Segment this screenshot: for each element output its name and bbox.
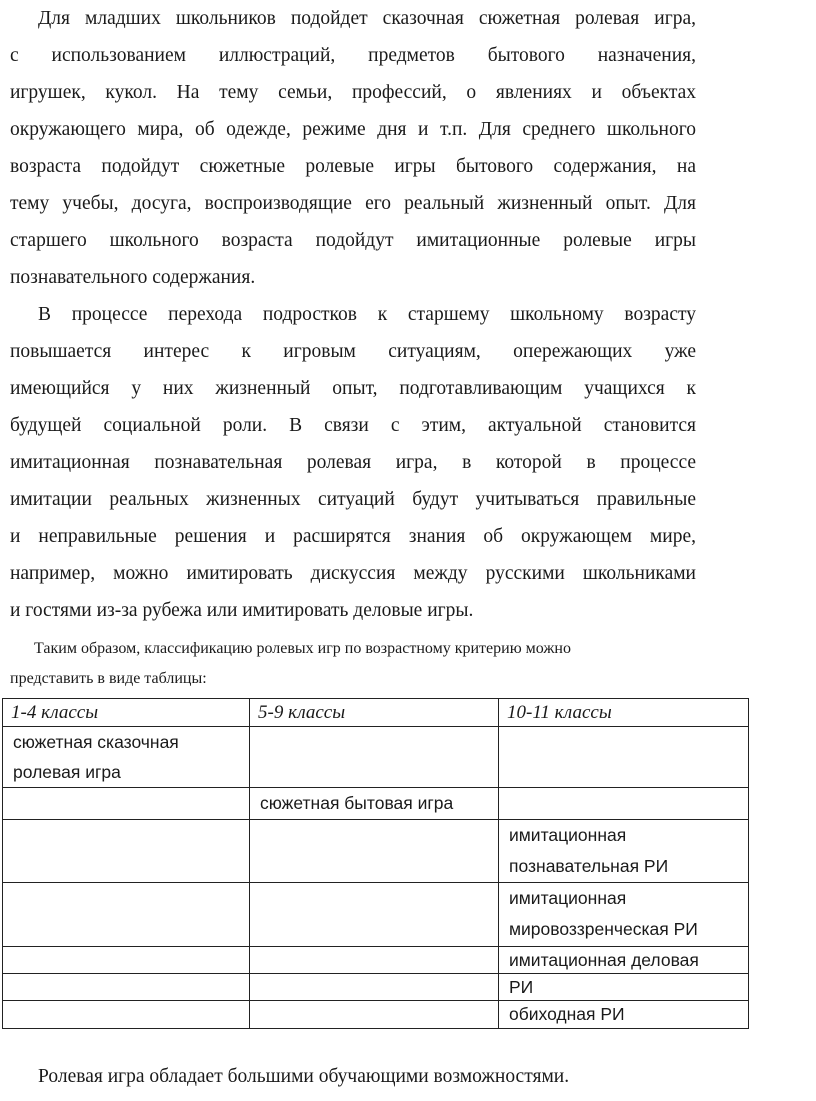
text-line: познавательного содержания. bbox=[10, 267, 256, 288]
classification-table bbox=[2, 698, 749, 1029]
table-cell bbox=[3, 820, 250, 883]
table-header-cell: 1-4 классы bbox=[3, 699, 250, 727]
table-cell bbox=[250, 947, 499, 974]
text-line: игрушек, кукол. На тему семьи, профессий, о явлениях и объектах bbox=[10, 82, 696, 103]
table-cell: сюжетная бытовая игра bbox=[250, 788, 499, 820]
text-line: имитационная познавательная ролевая игра, в которой в процессе bbox=[10, 452, 696, 473]
table-cell bbox=[3, 974, 250, 1001]
text-line: например, можно имитировать дискуссия между русскими школьниками bbox=[10, 563, 696, 584]
table-cell bbox=[250, 727, 499, 788]
table-cell bbox=[250, 974, 499, 1001]
table-header-cell: 10-11 классы bbox=[499, 699, 749, 727]
table-cell bbox=[250, 820, 499, 883]
table-cell bbox=[3, 947, 250, 974]
table-row bbox=[3, 974, 749, 1001]
table-cell bbox=[3, 1001, 250, 1029]
text-line: В процессе перехода подростков к старшему школьному возрасту bbox=[38, 304, 696, 325]
closing-sentence: Ролевая игра обладает большими обучающими возможностями. bbox=[38, 1066, 570, 1087]
table-cell: имитационная деловая bbox=[499, 947, 749, 974]
table-row bbox=[3, 727, 749, 788]
table-cell bbox=[499, 727, 749, 788]
table-cell bbox=[3, 788, 250, 820]
table-cell: РИ bbox=[499, 974, 749, 1001]
table-cell: обиходная РИ bbox=[499, 1001, 749, 1029]
table-intro-line-1: Таким образом, классификацию ролевых игр по возрастному критерию можно bbox=[34, 640, 571, 657]
table-cell: имитационная познавательная РИ bbox=[499, 820, 749, 883]
text-line: старшего школьного возраста подойдут имитационные ролевые игры bbox=[10, 230, 696, 251]
text-line: с использованием иллюстраций, предметов бытового назначения, bbox=[10, 45, 696, 66]
table-cell bbox=[250, 1001, 499, 1029]
text-line: будущей социальной роли. В связи с этим, актуальной становится bbox=[10, 415, 696, 436]
table-row bbox=[3, 883, 749, 947]
table-header-cell: 5-9 классы bbox=[250, 699, 499, 727]
paragraph-1 bbox=[10, 0, 696, 296]
table-header-row bbox=[3, 699, 749, 727]
text-line: и неправильные решения и расширятся знания об окружающем мире, bbox=[10, 526, 696, 547]
text-line: окружающего мира, об одежде, режиме дня и т.п. Для среднего школьного bbox=[10, 119, 696, 140]
table-cell bbox=[250, 883, 499, 947]
text-line: имитации реальных жизненных ситуаций будут учитываться правильные bbox=[10, 489, 696, 510]
text-line: тему учебы, досуга, воспроизводящие его реальный жизненный опыт. Для bbox=[10, 193, 696, 214]
table-cell: имитационная мировоззренческая РИ bbox=[499, 883, 749, 947]
table-row bbox=[3, 1001, 749, 1029]
table-intro-line-2: представить в виде таблицы: bbox=[10, 670, 207, 687]
table-row bbox=[3, 820, 749, 883]
text-line: Для младших школьников подойдет сказочная сюжетная ролевая игра, bbox=[38, 8, 696, 29]
table-cell bbox=[499, 788, 749, 820]
text-line: повышается интерес к игровым ситуациям, опережающих уже bbox=[10, 341, 696, 362]
table-row bbox=[3, 947, 749, 974]
table-cell: сюжетная сказочная ролевая игра bbox=[3, 727, 250, 788]
text-line: имеющийся у них жизненный опыт, подготавливающим учащихся к bbox=[10, 378, 696, 399]
paragraph-2 bbox=[10, 296, 696, 629]
table-cell bbox=[3, 883, 250, 947]
text-line: и гостями из-за рубежа или имитировать деловые игры. bbox=[10, 600, 474, 621]
table-row bbox=[3, 788, 749, 820]
text-line: возраста подойдут сюжетные ролевые игры бытового содержания, на bbox=[10, 156, 696, 177]
